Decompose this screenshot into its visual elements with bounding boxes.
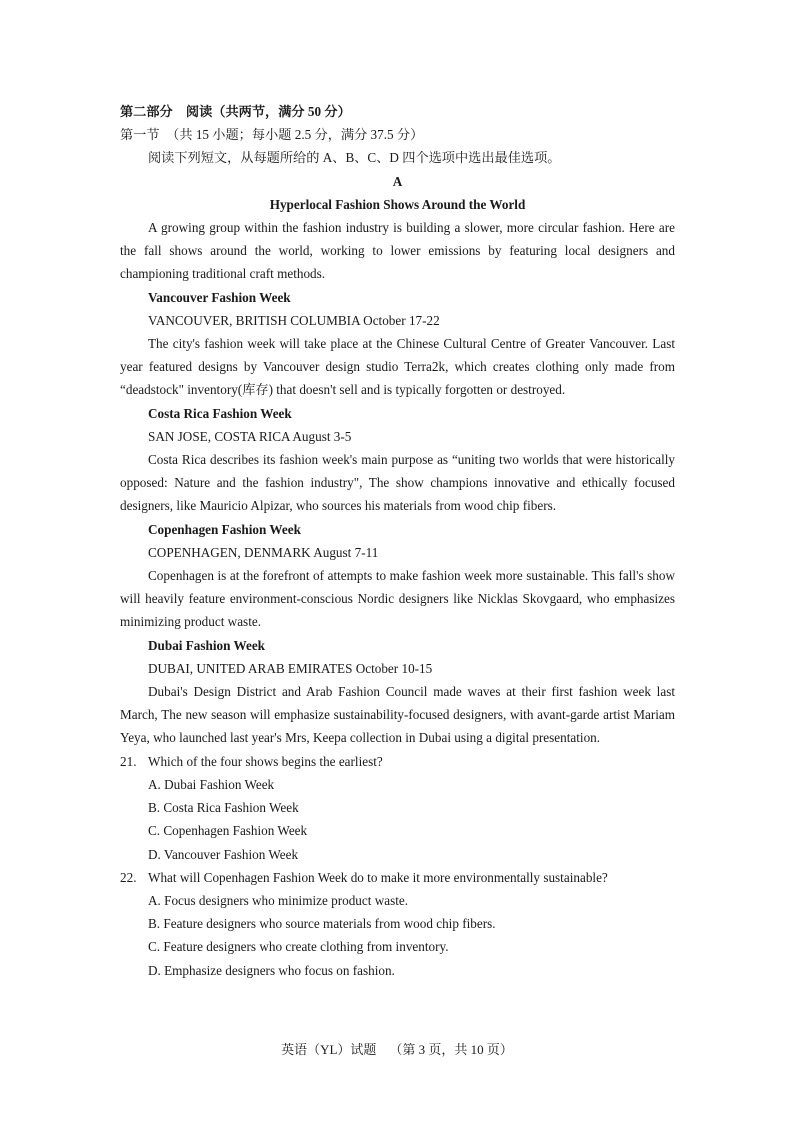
option-b[interactable]: B. Feature designers who source materials from wood chip fibers. [148,916,496,932]
passage-intro: A growing group within the fashion industry is building a slower, more circular fashion. Here are the fall shows around the world, working to lower emissions by featuring local designers and championing traditional craft methods. [120,220,675,282]
section-title: 第一节 （共 15 小题；每小题 2.5 分，满分 37.5 分） [120,127,424,143]
section-location-date: DUBAI, UNITED ARAB EMIRATES October 10-15 [148,660,433,676]
section-location-date: SAN JOSE, COSTA RICA August 3-5 [148,428,352,444]
option-list [120,773,675,866]
section-costa-rica [120,402,675,518]
question-stem [120,866,675,889]
option-d[interactable]: D. Emphasize designers who focus on fashion. [148,962,395,978]
footer-page-info: （第 3 页，共 10 页） [389,1042,513,1057]
section-name: Costa Rica Fashion Week [148,405,292,421]
option-d[interactable]: D. Vancouver Fashion Week [148,846,299,862]
section-vancouver [120,286,675,402]
footer-subject: 英语（YL）试题 [281,1042,377,1057]
section-copenhagen [120,518,675,634]
option-b[interactable]: B. Costa Rica Fashion Week [148,800,299,816]
section-dubai [120,634,675,750]
instructions: 阅读下列短文，从每题所给的 A、B、C、D 四个选项中选出最佳选项。 [148,150,561,166]
section-text: Copenhagen is at the forefront of attempts to make fashion week more sustainable. This fall's show will heavily feature environment-conscious Nordic designers like Nicklas Skovgaard, who emphasizes minimizing product waste. [120,568,675,630]
section-text: Costa Rica describes its fashion week's main purpose as “uniting two worlds that were historically opposed: Nature and the fashion industry", The show champions innovative and ethically focused designers, like Mauricio Alpizar, who sources his materials from wood chip fibers. [120,452,675,514]
section-location-date: VANCOUVER, BRITISH COLUMBIA October 17-22 [148,312,440,328]
passage-title: Hyperlocal Fashion Shows Around the World [269,196,526,212]
option-a[interactable]: A. Dubai Fashion Week [148,776,275,792]
option-c[interactable]: C. Copenhagen Fashion Week [148,823,308,839]
part-title: 第二部分 阅读（共两节，满分 50 分） [120,104,351,119]
section-text: The city's fashion week will take place at the Chinese Cultural Centre of Greater Vancouver. Last year featured designs by Vancouver design studio Terra2k, which creates clothing only made from “deadstock" inventory(库存) that doesn't sell and is typically forgotten or destroyed. [120,336,675,398]
option-list [120,889,675,982]
question-21 [120,750,675,866]
question-number: 21. [120,753,137,769]
question-stem [120,750,675,773]
question-text: What will Copenhagen Fashion Week do to make it more environmentally sustainable? [148,869,608,885]
section-text: Dubai's Design District and Arab Fashion Council made waves at their first fashion week last March, The new season will emphasize sustainability-focused designers, with avant-garde artist Mariam Yeya, who launched last year's Mrs, Keepa collection in Dubai using a digital presentation. [120,684,675,746]
section-name: Vancouver Fashion Week [148,289,291,305]
page-footer [0,1040,794,1060]
option-c[interactable]: C. Feature designers who create clothing from inventory. [148,939,449,955]
section-name: Copenhagen Fashion Week [148,521,301,537]
exam-page [120,100,675,982]
section-location-date: COPENHAGEN, DENMARK August 7-11 [148,544,379,560]
question-text: Which of the four shows begins the earliest? [148,753,383,769]
question-number: 22. [120,869,137,885]
option-a[interactable]: A. Focus designers who minimize product waste. [148,892,409,908]
section-name: Dubai Fashion Week [148,637,266,653]
passage-label: A [392,173,403,189]
question-22 [120,866,675,982]
